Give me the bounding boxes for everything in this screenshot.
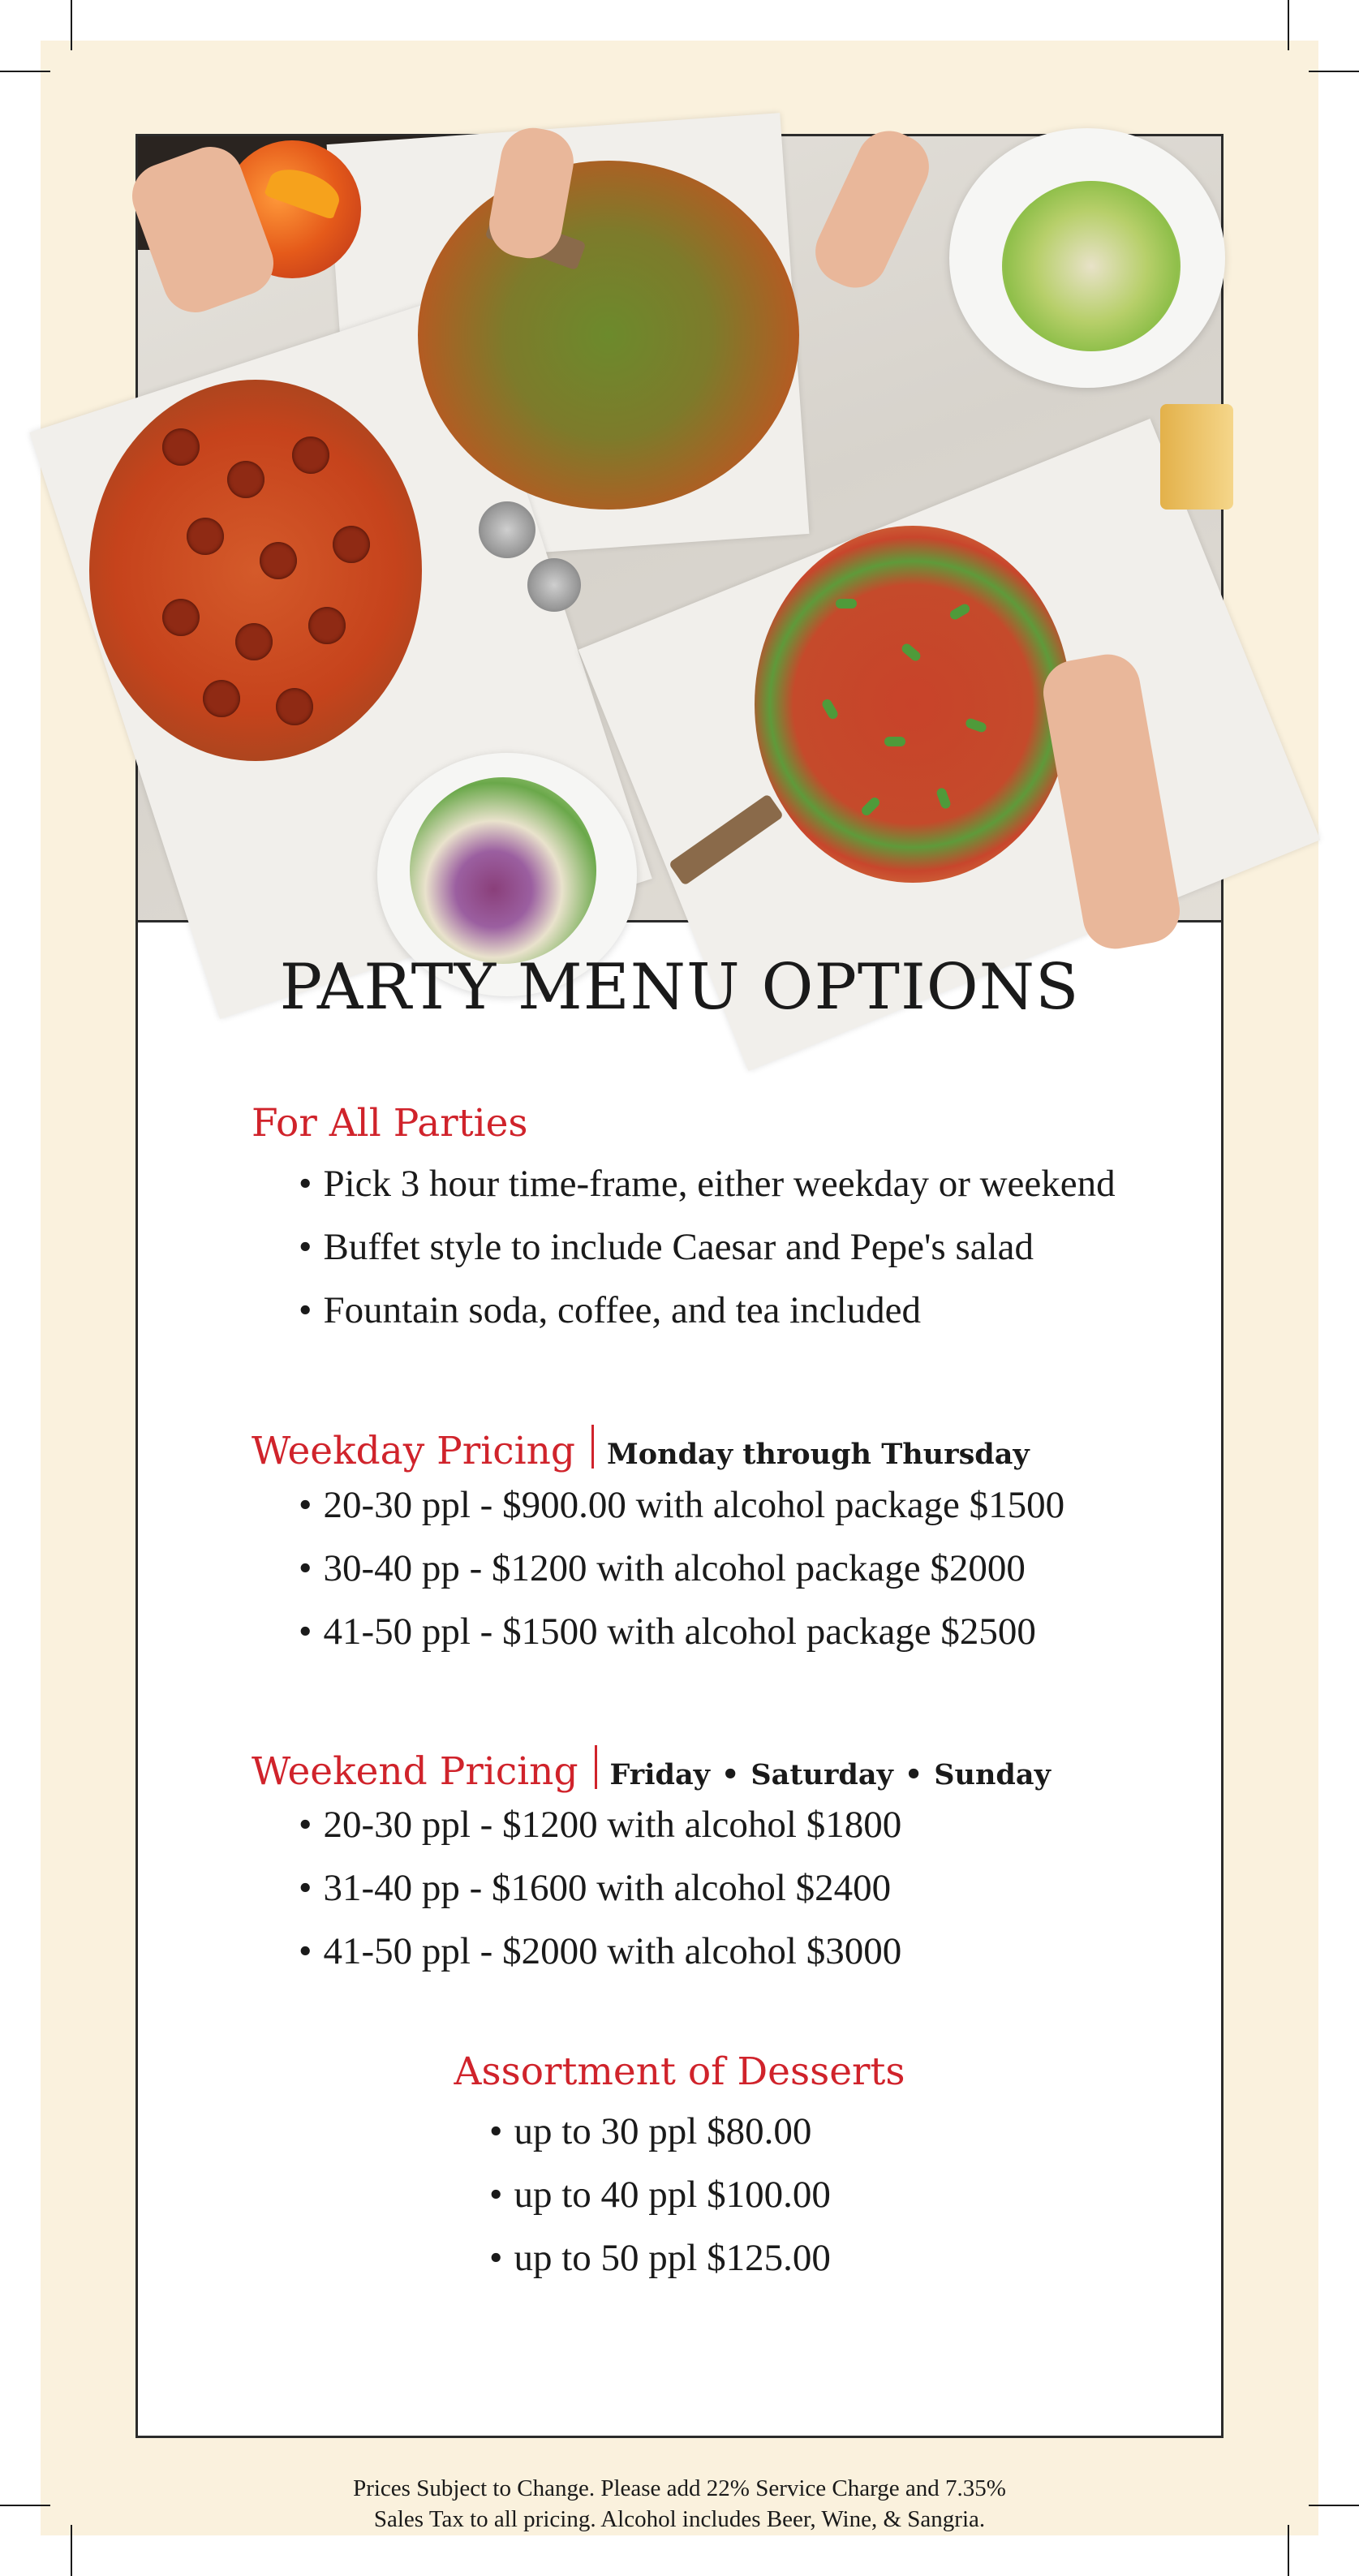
- section-heading-label: Assortment of Desserts: [454, 2049, 905, 2094]
- list-item: • up to 50 ppl $125.00: [489, 2226, 831, 2290]
- pepperoni: [203, 680, 240, 717]
- pricing-footnote: [138, 2473, 1221, 2535]
- heading-divider: [595, 1745, 597, 1789]
- list-item: • Pick 3 hour time-frame, either weekday or weekend: [299, 1152, 1116, 1215]
- list-item: • up to 30 ppl $80.00: [489, 2100, 831, 2163]
- pepperoni: [276, 688, 313, 725]
- basil: [884, 737, 905, 746]
- desserts-list: [489, 2100, 831, 2290]
- list-item: • Fountain soda, coffee, and tea included: [299, 1279, 1116, 1342]
- weekend-days: [610, 1758, 1051, 1791]
- caesar-salad: [1002, 181, 1181, 351]
- section-heading-weekend: [252, 1745, 1051, 1794]
- section-heading-weekday: [252, 1425, 1030, 1473]
- crop-mark: [1288, 2525, 1289, 2576]
- footnote-line: Prices Subject to Change. Please add 22% Service Charge and 7.35%: [353, 2475, 1006, 2501]
- all-parties-list: [299, 1152, 1116, 1342]
- page-title: PARTY MENU OPTIONS: [279, 951, 1080, 1024]
- basil: [836, 599, 857, 609]
- list-item: • 31-40 pp - $1600 with alcohol $2400: [299, 1856, 901, 1920]
- weekday-pricing-list: [299, 1473, 1064, 1663]
- beer-glass: [1160, 404, 1233, 510]
- section-heading-label: For All Parties: [252, 1101, 528, 1146]
- weekend-pricing-list: [299, 1793, 901, 1983]
- list-item: • Buffet style to include Caesar and Pepe's salad: [299, 1215, 1116, 1279]
- pepper-flakes-shaker: [527, 558, 581, 612]
- list-item: • 41-50 ppl - $2000 with alcohol $3000: [299, 1920, 901, 1983]
- section-heading-label: Weekend Pricing: [252, 1749, 578, 1794]
- weekday-days: Monday through Thursday: [607, 1438, 1030, 1471]
- bullet-separator: •: [904, 1758, 923, 1791]
- pepperoni: [187, 518, 224, 555]
- section-heading-desserts: [138, 2049, 1221, 2094]
- pepperoni: [227, 461, 264, 498]
- veggie-pizza: [418, 161, 799, 510]
- list-item: • 20-30 ppl - $1200 with alcohol $1800: [299, 1793, 901, 1856]
- crop-mark: [1288, 0, 1289, 50]
- basil: [935, 787, 952, 811]
- parmesan-shaker: [479, 501, 535, 558]
- crop-mark: [1309, 2505, 1359, 2506]
- pepperoni: [162, 599, 200, 636]
- crop-mark: [0, 71, 50, 72]
- day-label: Sunday: [934, 1758, 1051, 1791]
- list-item: • 30-40 pp - $1200 with alcohol package $2000: [299, 1537, 1064, 1600]
- day-label: Saturday: [750, 1758, 893, 1791]
- menu-card: [135, 134, 1224, 2532]
- basil: [860, 796, 882, 818]
- pepperoni: [308, 607, 346, 644]
- list-item: • 20-30 ppl - $900.00 with alcohol package $1500: [299, 1473, 1064, 1537]
- basil: [948, 602, 972, 621]
- basil: [900, 642, 922, 663]
- crop-mark: [0, 2505, 50, 2506]
- margherita-pizza: [755, 526, 1071, 883]
- section-heading-label: Weekday Pricing: [252, 1429, 576, 1473]
- crop-mark: [1309, 71, 1359, 72]
- basil: [820, 698, 839, 721]
- list-item: • 41-50 ppl - $1500 with alcohol package $2500: [299, 1600, 1064, 1663]
- heading-divider: [591, 1425, 594, 1469]
- crop-mark: [71, 0, 72, 50]
- list-item: • up to 40 ppl $100.00: [489, 2163, 831, 2226]
- footnote-line: Sales Tax to all pricing. Alcohol includes Beer, Wine, & Sangria.: [373, 2506, 986, 2532]
- pizza-table-photo: [138, 136, 1221, 922]
- house-salad: [410, 777, 596, 964]
- basil: [965, 717, 988, 733]
- pepperoni: [162, 428, 200, 466]
- pepperoni: [333, 526, 370, 563]
- pepperoni: [235, 623, 273, 660]
- pepperoni: [260, 542, 297, 579]
- section-heading-all-parties: [252, 1101, 528, 1146]
- day-label: Friday: [609, 1758, 710, 1791]
- pepperoni-pizza: [89, 380, 422, 761]
- bullet-separator: •: [721, 1758, 740, 1791]
- pepperoni: [292, 437, 329, 474]
- crop-mark: [71, 2525, 72, 2576]
